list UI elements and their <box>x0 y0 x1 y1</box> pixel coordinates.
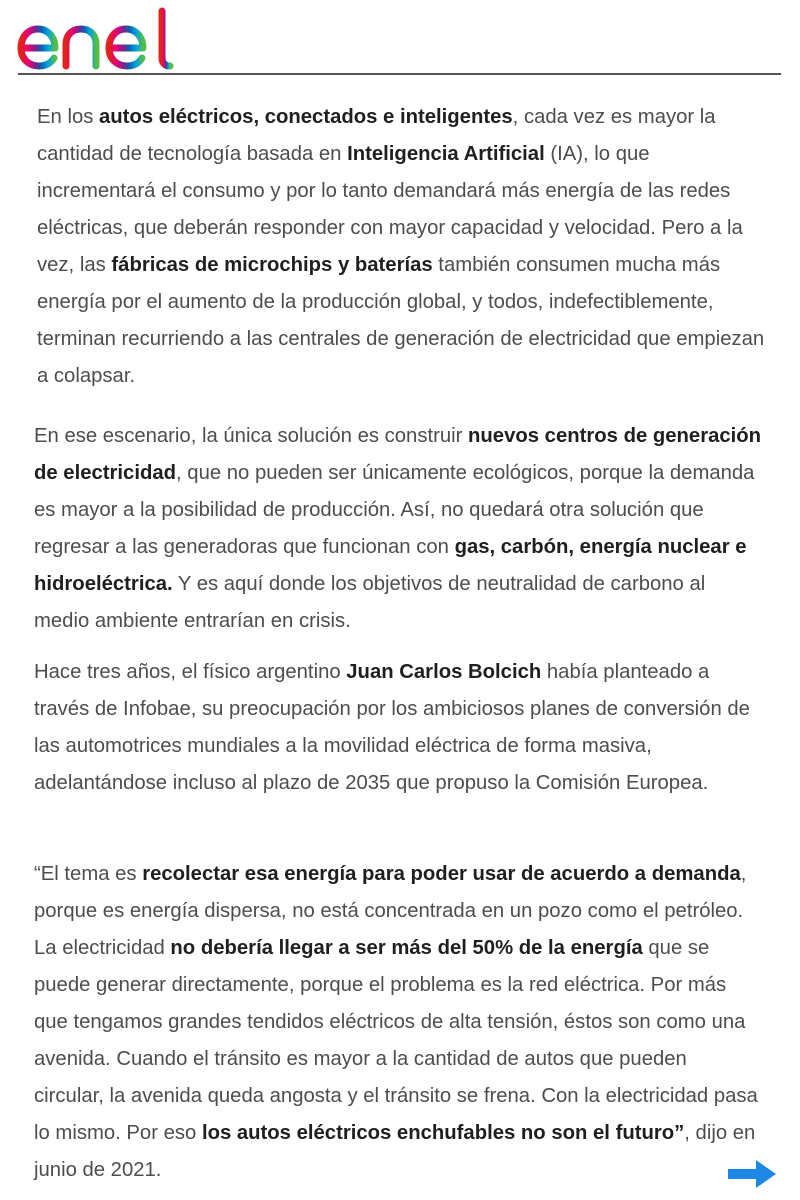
arrow-right-icon[interactable] <box>726 1158 778 1190</box>
header-divider <box>18 73 781 75</box>
bold-text-segment: nuevos centros de generación de electricidad <box>34 425 762 484</box>
text-segment: Hace tres años, el físico argentino <box>34 661 347 683</box>
bold-text-segment: los autos eléctricos enchufables no son el futuro” <box>201 1122 685 1144</box>
text-segment: “El tema es <box>34 863 143 885</box>
text-segment: , porque es energía dispersa, no está concentrada en un pozo como el petróleo. La electricidad <box>34 863 747 959</box>
text-segment: Y es aquí donde los objetivos de neutralidad de carbono al medio ambiente entrarían en crisis. <box>34 573 706 632</box>
bold-text-segment: autos eléctricos, conectados e inteligentes <box>99 106 513 128</box>
bold-text-segment: Juan Carlos Bolcich <box>346 661 542 683</box>
text-segment: , que no pueden ser únicamente ecológicos, porque la demanda es mayor a la posibilidad de producción. Así, no quedará otra solución que regresar a las generadoras que funcionan con <box>34 462 755 558</box>
bold-text-segment: Inteligencia Artificial <box>347 143 545 165</box>
arrow-right-shape <box>728 1160 776 1188</box>
text-segment: había planteado a través de Infobae, su preocupación por los ambiciosos planes de conversión de las automotrices mundiales a la movilidad eléctrica de forma masiva, adelantándose incluso al plazo de 2035 que propuso la Comisión Europea. <box>34 661 750 794</box>
bold-text-segment: recolectar esa energía para poder usar de acuerdo a demanda <box>142 863 741 885</box>
article-paragraph <box>34 654 754 802</box>
enel-logo <box>14 6 180 70</box>
text-segment: (IA), lo que incrementará el consumo y por lo tanto demandará más energía de las redes eléctricas, que deberán responder con mayor capacidad y velocidad. Pero a la vez, las <box>37 143 743 276</box>
article-paragraph <box>34 856 762 1189</box>
text-segment: , dijo en junio de 2021. <box>34 1122 756 1181</box>
page-header <box>0 0 800 76</box>
article-paragraph <box>34 418 764 640</box>
bold-text-segment: gas, carbón, energía nuclear e hidroeléctrica. <box>34 536 747 595</box>
bold-text-segment: no debería llegar a ser más del 50% de la energía <box>170 937 643 959</box>
text-segment: En los <box>37 106 100 128</box>
text-segment: también consumen mucha más energía por el aumento de la producción global, y todos, indefectiblemente, terminan recurriendo a las centrales de generación de electricidad que empiezan a colapsar. <box>37 254 765 387</box>
article-paragraph <box>37 99 767 395</box>
text-segment: En ese escenario, la única solución es construir <box>34 425 469 447</box>
text-segment: , cada vez es mayor la cantidad de tecnología basada en <box>37 106 716 165</box>
bold-text-segment: fábricas de microchips y baterías <box>111 254 433 276</box>
text-segment: que se puede generar directamente, porque el problema es la red eléctrica. Por más que tengamos grandes tendidos eléctricos de alta tensión, éstos son como una avenida. Cuando el tránsito es mayor a la cantidad de autos que pueden circular, la avenida queda angosta y el tránsito se frena. Con la electricidad pasa lo mismo. Por eso <box>34 937 758 1144</box>
